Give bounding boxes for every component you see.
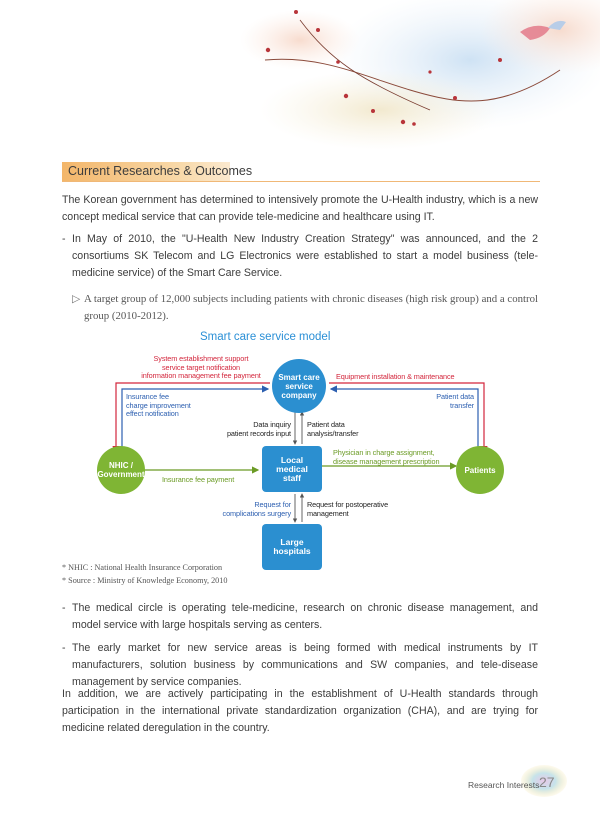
bullet-text: The early market for new service areas is being formed with medical instruments by IT manufacturers, solution business by communications and SW companies, and tele-disease management by service companies. xyxy=(72,642,538,688)
blue-label-insurance xyxy=(126,393,226,419)
blue-right-line-2: transfer xyxy=(450,400,474,410)
green-label-physician xyxy=(333,449,458,466)
staff-line-1: Local xyxy=(280,454,304,465)
footnote-nhic: * NHIC : National Health Insurance Corporation xyxy=(62,563,223,572)
patients-node: Patients xyxy=(464,465,496,475)
red-label-equipment: Equipment installation & maintenance xyxy=(336,372,455,381)
red-top-line-2: service target notification xyxy=(161,362,240,372)
red-top-line-3: information management fee payment xyxy=(141,371,261,380)
intro-paragraph: The Korean government has determined to intensively promote the U-Health industry, which is a new concept medical service that can provide tele-medicine and healthcare using IT. xyxy=(62,194,538,223)
label-data-inquiry xyxy=(214,421,291,438)
blue-left-line-2: charge improvement xyxy=(126,400,191,410)
sub-bullet-text: A target group of 12,000 subjects including patients with chronic diseases (high risk group) and a control group (2010-2012). xyxy=(84,293,538,322)
footer-section-label: Research Interests xyxy=(468,780,540,790)
hospitals-line-2: hospitals xyxy=(273,546,311,556)
company-line-2: service xyxy=(285,381,313,391)
blue-left-line-3: effect notification xyxy=(126,409,179,418)
hospitals-node xyxy=(262,532,322,562)
label-patient-data-analysis xyxy=(307,421,377,438)
staff-node xyxy=(262,452,322,486)
blue-left-line-1: Insurance fee xyxy=(126,392,169,401)
request-comp-line-2: complications surgery xyxy=(222,508,291,518)
request-post-line-1: Request for postoperative xyxy=(307,500,389,509)
request-post-line-2: management xyxy=(307,508,349,518)
company-line-1: Smart care xyxy=(278,372,320,382)
blue-label-patient-data xyxy=(420,393,474,410)
bullet-dash: - xyxy=(62,602,66,614)
patient-data-line-1: Patient data xyxy=(307,420,345,429)
blue-right-line-1: Patient data xyxy=(436,392,474,401)
company-node xyxy=(272,368,326,404)
bullet-item xyxy=(62,640,538,691)
section-title: Current Researches & Outcomes xyxy=(68,164,253,178)
hospitals-line-1: Large xyxy=(280,537,304,547)
nhic-line-2: Government xyxy=(97,470,145,479)
request-comp-line-1: Request for xyxy=(254,500,291,509)
page-number: 27 xyxy=(539,774,555,790)
bullet-text: In May of 2010, the "U-Health New Industry Creation Strategy" was announced, and the 2 consortiums SK Telecom and LG Electronics were established to start a model business (tele-medicine service) of the Smart Care Service. xyxy=(72,233,538,279)
data-inquiry-line-1: Data inquiry xyxy=(253,420,291,429)
green-label-insurance-payment: Insurance fee payment xyxy=(162,475,235,484)
bullet-dash: - xyxy=(62,233,66,245)
data-inquiry-line-2: patient records input xyxy=(226,428,291,438)
closing-paragraph: In addition, we are actively participating in the establishment of U-Health standards through participation in the international private standardization organization (CHA), and are trying for medicine related deregulation in the country. xyxy=(62,688,538,734)
physician-line-2: disease management prescription xyxy=(333,456,440,466)
company-line-3: company xyxy=(281,390,317,400)
nhic-line-1: NHIC / xyxy=(109,461,133,470)
label-request-postoperative xyxy=(307,501,417,518)
bullet-item xyxy=(62,600,538,634)
diagram-title: Smart care service model xyxy=(200,331,331,343)
staff-line-3: staff xyxy=(283,472,301,483)
footnote-source: * Source : Ministry of Knowledge Economy, 2010 xyxy=(62,576,228,585)
physician-line-1: Physician in charge assignment, xyxy=(333,448,435,457)
nhic-node xyxy=(94,458,148,482)
label-request-complications xyxy=(210,501,291,518)
bullet-text: The medical circle is operating tele-medicine, research on chronic disease management, and model service with large hospitals serving as centers. xyxy=(72,602,538,631)
red-label-system xyxy=(131,355,271,381)
triangle-icon: ▷ xyxy=(72,293,81,305)
staff-line-2: medical xyxy=(276,463,308,474)
patient-data-line-2: analysis/transfer xyxy=(307,428,359,438)
red-top-line-1: System establishment support xyxy=(153,354,249,363)
bullet-dash: - xyxy=(62,642,66,654)
